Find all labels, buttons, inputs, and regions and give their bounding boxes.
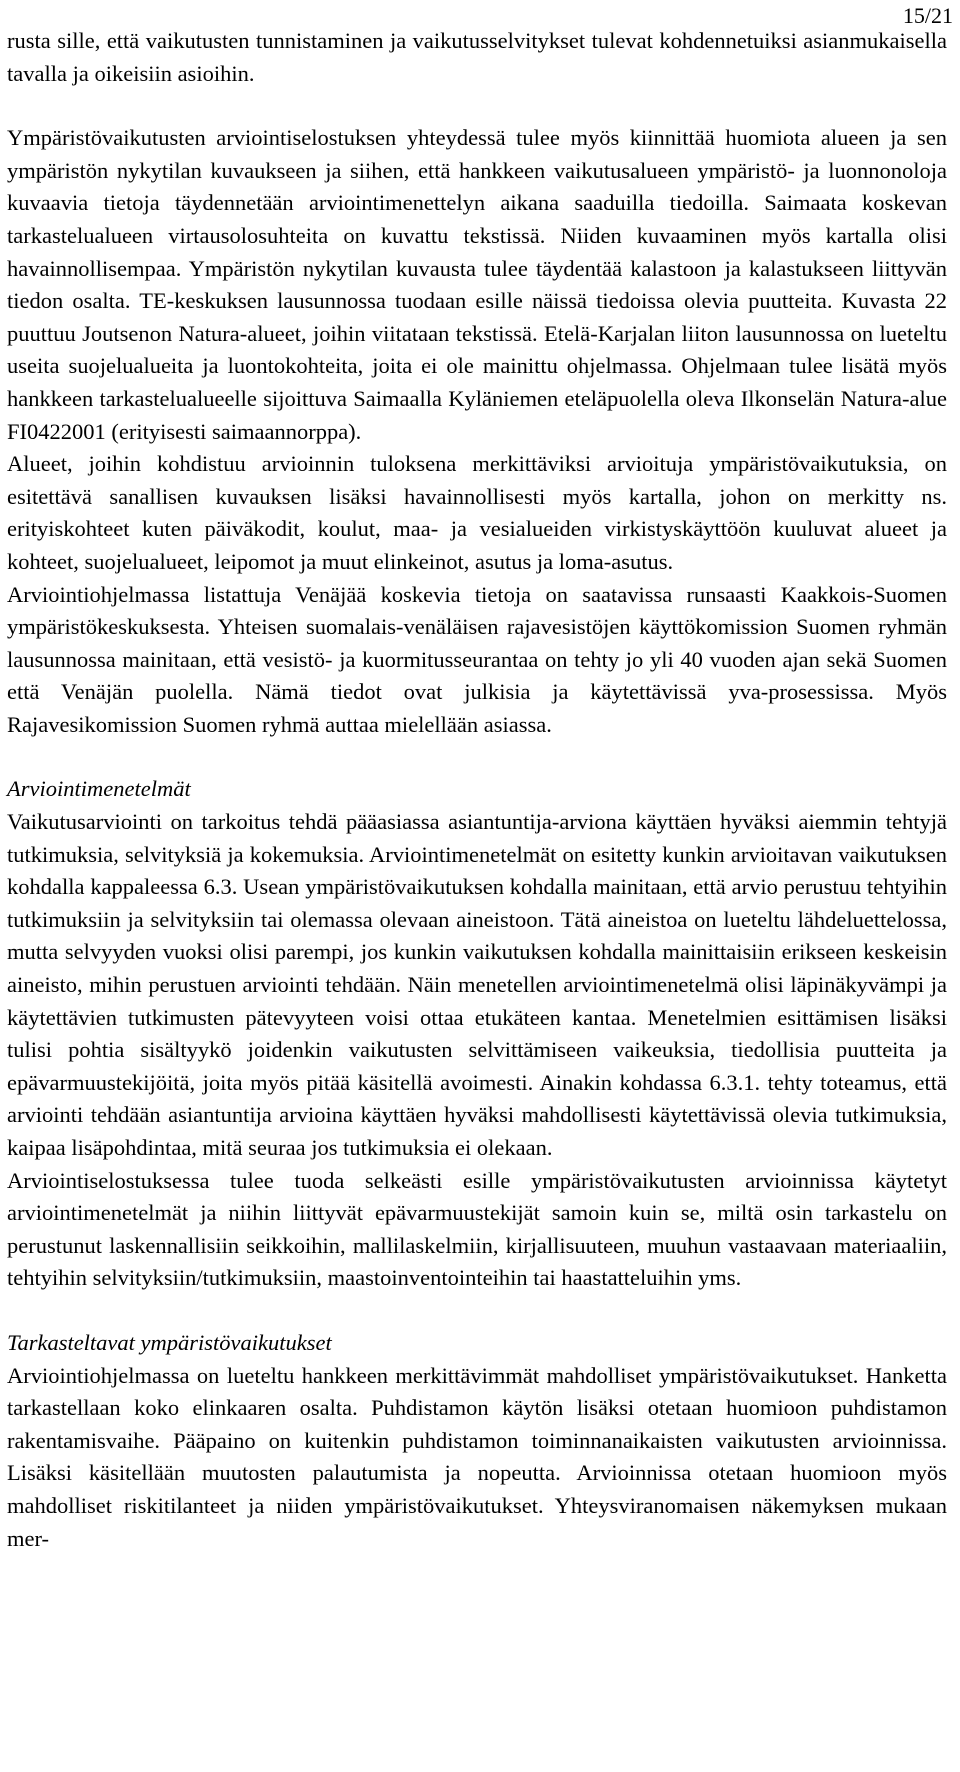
paragraph-gap <box>7 90 947 122</box>
paragraph-arviointiselostus: Arviointiselostuksessa tulee tuoda selkeästi esille ympäristövaikutusten arvioinnissa käytetyt arviointimenetelmät ja niihin liittyvät epävarmuustekijät samoin kuin se, miltä osin tarkastelu on perustunut laskennallisiin seikkoihin, mallilaskelmiin, kirjallisuuteen, muuhun vastaavaan materiaaliin, tehtyihin selvityksiin/tutkimuksiin, maastoinventointeihin tai haastatteluihin yms. <box>7 1167 947 1291</box>
section-gap <box>7 741 947 773</box>
paragraph-ymparistovaikutukset: Arviointiohjelmassa on lueteltu hankkeen merkittävimmät mahdolliset ympäristövaikutukset. Hanketta tarkastellaan koko elinkaaren osalta. Puhdistamon käytön lisäksi otetaan huomioon puhdistamon rakentamisvaihe. Pääpaino on kuitenkin puhdistamon toiminnanaikaisten vaikutusten arvioinnissa. Lisäksi käsitellään muutosten palautumista ja nopeutta. Arvioinnissa otetaan huomioon myös mahdolliset riskitilanteet ja niiden ympäristövaikutukset. Yhteysviranomaisen näkemyksen mukaan mer- <box>7 1362 947 1551</box>
section-heading-arviointimenetelmat: Arviointimenetelmät <box>7 776 191 802</box>
section-heading-tarkasteltavat: Tarkasteltavat ympäristövaikutukset <box>7 1329 332 1355</box>
paragraph-alueet-kartalla: Alueet, joihin kohdistuu arvioinnin tuloksena merkittäviksi arvioituja ympäristövaikutuksia, on esitettävä sanallisen kuvauksen lisäksi havainnollisesti myös kartalla, johon on merkitty ns. erityiskohteet kuten päiväkodit, koulut, maa- ja vesialueiden virkistyskäyttöön kuuluvat alueet ja kohteet, suojelualueet, leipomot ja muut elinkeinot, asutus ja loma-asutus. <box>7 451 947 574</box>
paragraph-vaikutusarviointi: Vaikutusarviointi on tarkoitus tehdä pääasiassa asiantuntija-arviona käyttäen hyväksi aiemmin tehtyjä tutkimuksia, selvityksiä ja kokemuksia. Arviointimenetelmät on esitetty kunkin arvioitavan vaikutuksen kohdalla kappaleessa 6.3. Usean ympäristövaikutuksen kohdalla mainitaan, että arvio perustuu tehtyihin tutkimuksiin ja selvityksiin tai olemassa olevaan aineistoon. Tätä aineistoa on lueteltu lähdeluettelossa, mutta selvyyden vuoksi olisi parempi, jos kunkin vaikutuksen kohdalla mainittaisiin erikseen keskeisin aineisto, mihin perustuen arviointi tehdään. Näin menetellen arviointimenetelmä olisi läpinäkyvämpi ja käytettävien tutkimusten pätevyyteen voisi ottaa etukäteen kantaa. Menetelmien esittämisen lisäksi tulisi pohtia sisältyykö joidenkin vaikutusten selvittämiseen vaikeuksia, tiedollisia puutteita ja epävarmuustekijöitä, joita myös pitää käsitellä avoimesti. Ainakin kohdassa 6.3.1. tehty toteamus, että arviointi tehdään asiantuntija arvioina käyttäen hyväksi mahdollisesti käytettävissä olevia tutkimuksia, kaipaa lisäpohdintaa, mitä seuraa jos tutkimuksia ei olekaan. <box>7 809 947 1160</box>
paragraph-venaja-tiedot: Arviointiohjelmassa listattuja Venäjää koskevia tietoja on saatavissa runsaasti Kaakkois-Suomen ympäristökeskuksesta. Yhteisen suomalais-venäläisen rajavesistöjen käyttökomission Suomen ryhmän lausunnossa mainitaan, että vesistö- ja kuormitusseurantaa on tehty jo yli 40 vuoden ajan sekä Suomen että Venäjän puolella. Nämä tiedot ovat julkisia ja käytettävissä yva-prosessissa. Myös Rajavesikomission Suomen ryhmä auttaa mielellään asiassa. <box>7 581 947 737</box>
page-content <box>7 25 947 1555</box>
section-gap <box>7 1295 947 1327</box>
page-number: 15/21 <box>902 3 953 28</box>
paragraph-nykytila: Ympäristövaikutusten arviointiselostuksen yhteydessä tulee myös kiinnittää huomiota alueen ja sen ympäristön nykytilan kuvaukseen ja siihen, että hankkeen vaikutusalueen ympäristö- ja luonnonoloja kuvaavia tietoja täydennetään arviointimenettelyn aikana saaduilla tiedoilla. Saimaata koskevan tarkastelualueen virtausolosuhteita on kuvattu tekstissä. Niiden kuvaaminen myös kartalla olisi havainnollisempaa. Ympäristön nykytilan kuvausta tulee täydentää kalastoon ja kalastukseen liittyvän tiedon osalta. TE-keskuksen lausunnossa tuodaan esille näissä tiedoissa olevia puutteita. Kuvasta 22 puuttuu Joutsenon Natura-alueet, joihin viitataan tekstissä. Etelä-Karjalan liiton lausunnossa on lueteltu useita suojelualueita ja luontokohteita, joita ei ole mainittu ohjelmassa. Ohjelmaan tulee lisätä myös hankkeen tarkastelualueelle sijoittuva Saimaalla Kyläniemen eteläpuolella oleva Ilkonselän Natura-alue FI0422001 (erityisesti saimaannorppa). <box>7 125 947 444</box>
paragraph-intro-continuation: rusta sille, että vaikutusten tunnistaminen ja vaikutusselvitykset tulevat kohdennetuiksi asianmukaisella tavalla ja oikeisiin asioihin. <box>7 28 947 86</box>
